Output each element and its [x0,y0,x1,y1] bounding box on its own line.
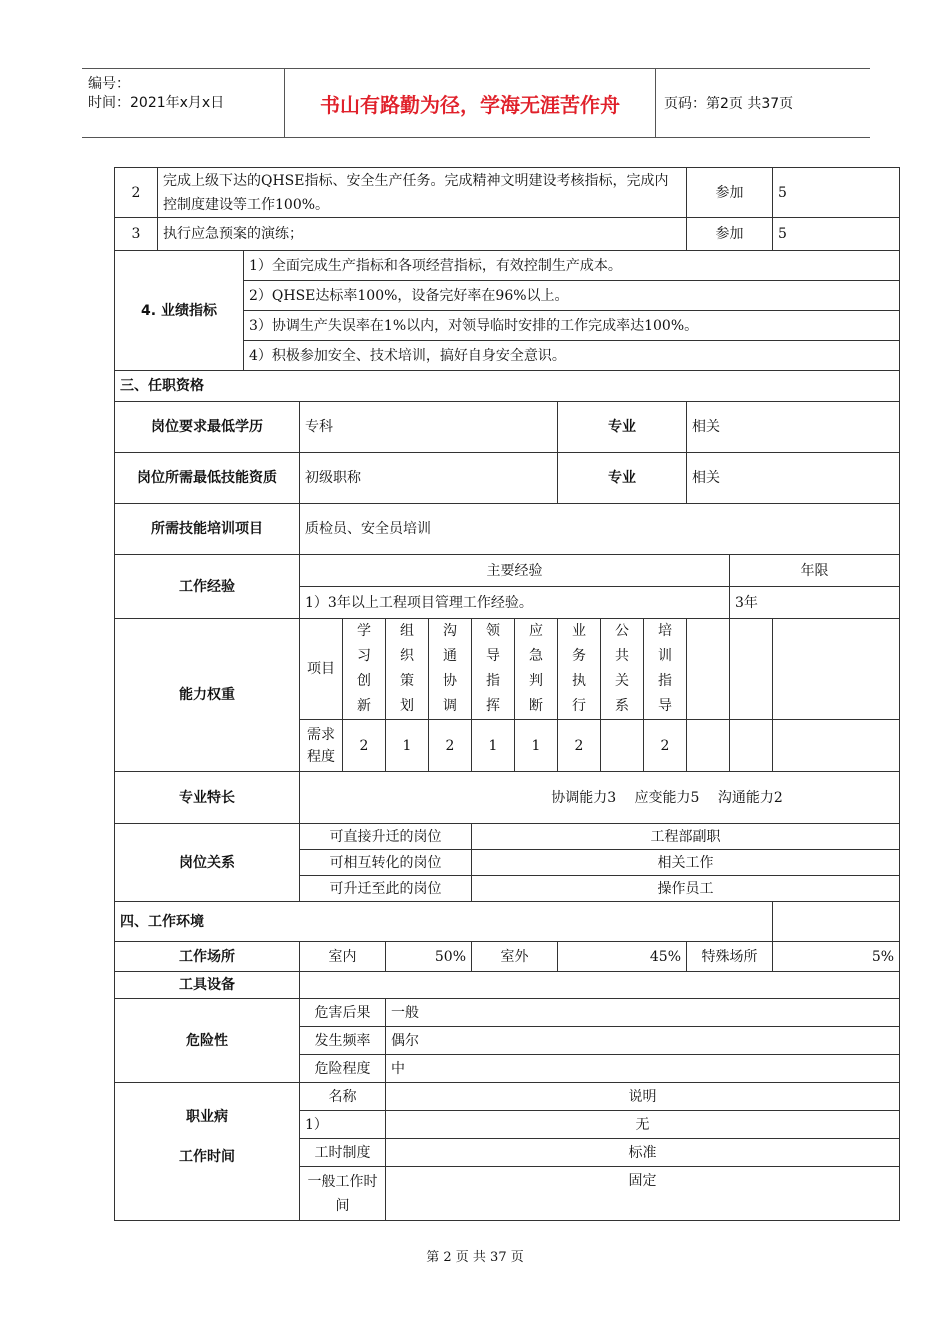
header-left [88,75,224,113]
performance-item: 3）协调生产失误率在1%以内，对领导临时安排的工作完成率达100%。 [244,311,900,341]
hours-value: 标准 [386,1139,900,1167]
disease-name-header: 名称 [300,1083,386,1111]
indoor-label: 室内 [300,942,386,972]
duty-row [115,218,900,251]
duty-role: 参加 [687,218,773,251]
special-label: 特殊场所 [687,942,773,972]
hazard-label: 危险性 [115,999,300,1083]
performance-item: 4）积极参加安全、技术培训，搞好自身安全意识。 [244,341,900,371]
worktime-label: 工作时间 [179,1149,235,1165]
ability-empty [773,720,900,772]
job-description-table [114,167,900,1221]
indoor-pct: 50% [386,942,472,972]
hazard-type: 危险程度 [300,1055,386,1083]
ability-empty [773,619,900,720]
performance-label: 4. 业绩指标 [115,251,244,371]
training-value: 质检员、安全员培训 [300,504,900,555]
training-label: 所需技能培训项目 [115,504,300,555]
ability-name-text: 组织策划 [400,623,414,714]
experience-header-years: 年限 [730,555,900,587]
ability-value: 1 [386,720,429,772]
page-header [82,68,870,138]
disease-worktime-label-cell [115,1083,300,1221]
hazard-type: 发生频率 [300,1027,386,1055]
doc-time-label: 时间：2021年x月x日 [88,95,225,111]
relation-type: 可相互转化的岗位 [300,850,472,876]
specialty-label: 专业特长 [115,772,300,824]
section-environment: 四、工作环境 [115,902,773,942]
ability-name [343,619,386,720]
duty-text: 执行应急预案的演练； [158,218,687,251]
ability-name-text: 领导指挥 [486,623,500,714]
disease-label: 职业病 [186,1109,228,1125]
experience-header-main: 主要经验 [300,555,730,587]
ability-value [601,720,644,772]
ability-label: 能力权重 [115,619,300,772]
relation-value: 相关工作 [472,850,900,876]
duty-weight: 5 [773,168,900,218]
ability-name-text: 公共关系 [615,623,629,714]
page-footer: 第 2 页 共 37 页 [426,1250,524,1265]
duty-row [115,168,900,218]
duty-no: 2 [115,168,158,218]
major-label: 专业 [558,402,687,453]
experience-years: 3年 [730,587,900,619]
ability-value: 2 [343,720,386,772]
duty-text: 完成上级下达的QHSE指标、安全生产任务。完成精神文明建设考核指标，完成内控制度建设等工作100%。 [158,168,687,218]
relation-value: 工程部副职 [472,824,900,850]
relation-label: 岗位关系 [115,824,300,902]
ability-name [472,619,515,720]
ability-value: 2 [429,720,472,772]
outdoor-label: 室外 [472,942,558,972]
doc-number-label: 编号： [88,76,130,92]
performance-item: 1）全面完成生产指标和各项经营指标，有效控制生产成本。 [244,251,900,281]
ability-value: 2 [644,720,687,772]
disease-desc: 无 [386,1111,900,1139]
skill-major-value: 相关 [687,453,900,504]
hazard-value: 中 [386,1055,900,1083]
ability-name-text: 学习创新 [357,623,371,714]
tools-value [300,972,900,999]
section-environment-empty [773,902,900,942]
edu-label: 岗位要求最低学历 [115,402,300,453]
ability-name [515,619,558,720]
disease-desc-header: 说明 [386,1083,900,1111]
header-motto: 书山有路勤为径，学海无涯苦作舟 [284,69,656,137]
specialty-value: 协调能力3 应变能力5 沟通能力2 [300,772,900,824]
ability-need-label: 需求程度 [300,720,343,772]
general-time-label: 一般工作时间 [300,1167,386,1221]
performance-item: 2）QHSE达标率100%，设备完好率在96%以上。 [244,281,900,311]
hazard-type: 危害后果 [300,999,386,1027]
ability-item-label: 项目 [300,619,343,720]
special-pct: 5% [773,942,900,972]
ability-name [601,619,644,720]
relation-type: 可直接升迁的岗位 [300,824,472,850]
edu-value: 专科 [300,402,558,453]
ability-name [558,619,601,720]
relation-value: 操作员工 [472,876,900,902]
ability-value: 2 [558,720,601,772]
workplace-label: 工作场所 [115,942,300,972]
duty-weight: 5 [773,218,900,251]
ability-name-text: 业务执行 [572,623,586,714]
skill-label: 岗位所需最低技能资质 [115,453,300,504]
ability-value: 1 [515,720,558,772]
section-qualifications: 三、任职资格 [115,371,900,402]
duty-no: 3 [115,218,158,251]
hazard-value: 偶尔 [386,1027,900,1055]
general-time-value: 固定 [386,1167,900,1221]
ability-name-text: 应急判断 [529,623,543,714]
ability-name-text: 沟通协调 [443,623,457,714]
relation-type: 可升迁至此的岗位 [300,876,472,902]
ability-name [644,619,687,720]
ability-name [429,619,472,720]
header-page-info: 页码：第2页 共37页 [664,96,794,112]
ability-value: 1 [472,720,515,772]
ability-empty [730,619,773,720]
disease-item: 1） [300,1111,386,1139]
outdoor-pct: 45% [558,942,687,972]
ability-empty [730,720,773,772]
skill-major-label: 专业 [558,453,687,504]
hours-label: 工时制度 [300,1139,386,1167]
tools-label: 工具设备 [115,972,300,999]
experience-label: 工作经验 [115,555,300,619]
experience-item: 1）3年以上工程项目管理工作经验。 [300,587,730,619]
ability-empty [687,619,730,720]
skill-value: 初级职称 [300,453,558,504]
hazard-value: 一般 [386,999,900,1027]
ability-name [386,619,429,720]
ability-empty [687,720,730,772]
duty-role: 参加 [687,168,773,218]
edu-major-value: 相关 [687,402,900,453]
ability-name-text: 培训指导 [658,623,672,714]
